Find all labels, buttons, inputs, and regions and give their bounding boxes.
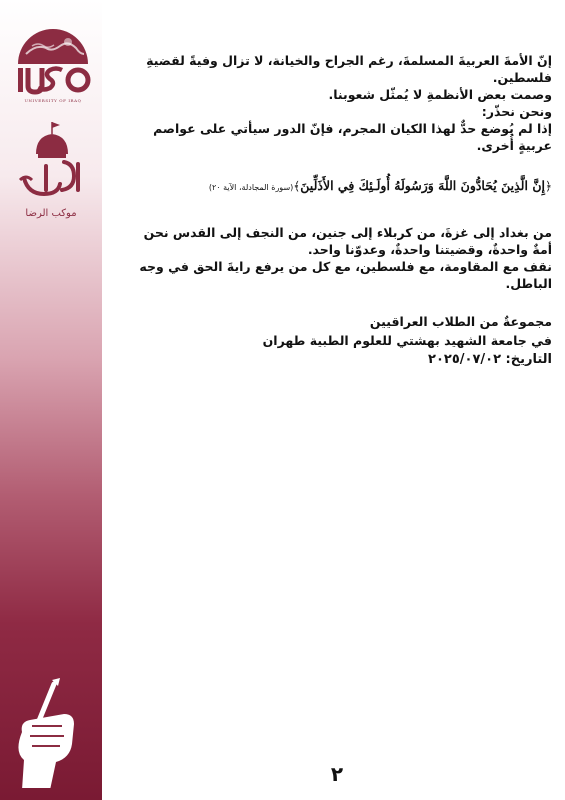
fist-pen-icon — [2, 676, 98, 788]
al-reza-logo — [16, 118, 92, 218]
signature-university: في جامعة الشهيد بهشتي للعلوم الطبية طهران — [262, 333, 552, 348]
verse-text: إِنَّ الَّذِينَ يُحَادُّونَ اللَّهَ وَرَسُولَهُ أُولَـئِكَ فِي الأَذَلِّينَ — [300, 178, 545, 193]
text-line: فلسطين. — [492, 70, 552, 85]
sidebar — [0, 0, 102, 800]
text-line: ونحن نحذّر: — [481, 104, 552, 119]
iuso-tagline: UNIVERSITY OF IRAQ — [24, 98, 82, 103]
text-line: أمةٌ واحدةٌ، وقضيتنا واحدةٌ، وعدوّنا واحد. — [307, 242, 552, 257]
text-line: إنّ الأمةَ العربيةَ المسلمةَ، رغم الجراح والخيانة، لا تزال وفيةً لقضيةِ — [146, 53, 552, 68]
verse-open-bracket: ﴿ — [544, 179, 552, 193]
paragraph-1 — [112, 52, 552, 154]
iuso-logo — [12, 24, 94, 108]
quran-verse — [112, 176, 552, 198]
verse-close-bracket: ﴾ — [293, 179, 301, 193]
text-line: من بغداد إلى غزةَ، من كربلاء إلى جنين، من النجف إلى القدس نحن — [143, 225, 552, 240]
al-reza-caption: موكب الرضا — [25, 208, 77, 219]
text-line: إذا لم يُوضع حدٌّ لهذا الكيان المجرم، فإنّ الدور سيأتي على عواصم — [153, 121, 552, 136]
verse-reference: (سورة المجادلة، الآية ٢٠) — [208, 183, 294, 192]
text-line: عربيةٍ أُخرى. — [476, 138, 552, 153]
text-line: نقف مع المقاومة، مع فلسطين، مع كل من يرفع رايةَ الحق في وجه — [139, 259, 552, 274]
dome-calligraphy-icon — [16, 118, 92, 206]
signature-date: التاريخ: ٢٠٢٥/٠٧/٠٢ — [428, 352, 552, 367]
signature-group: مجموعةٌ من الطلاب العراقيين — [369, 314, 552, 329]
paragraph-2 — [112, 224, 552, 292]
text-line: وصمت بعض الأنظمةِ لا يُمثّل شعوبنا. — [328, 87, 552, 102]
page-number: ٢ — [330, 762, 344, 786]
letter-body — [112, 52, 552, 369]
signature-block — [112, 312, 552, 369]
text-line: الباطل. — [505, 276, 552, 291]
globe-icon — [12, 24, 94, 98]
